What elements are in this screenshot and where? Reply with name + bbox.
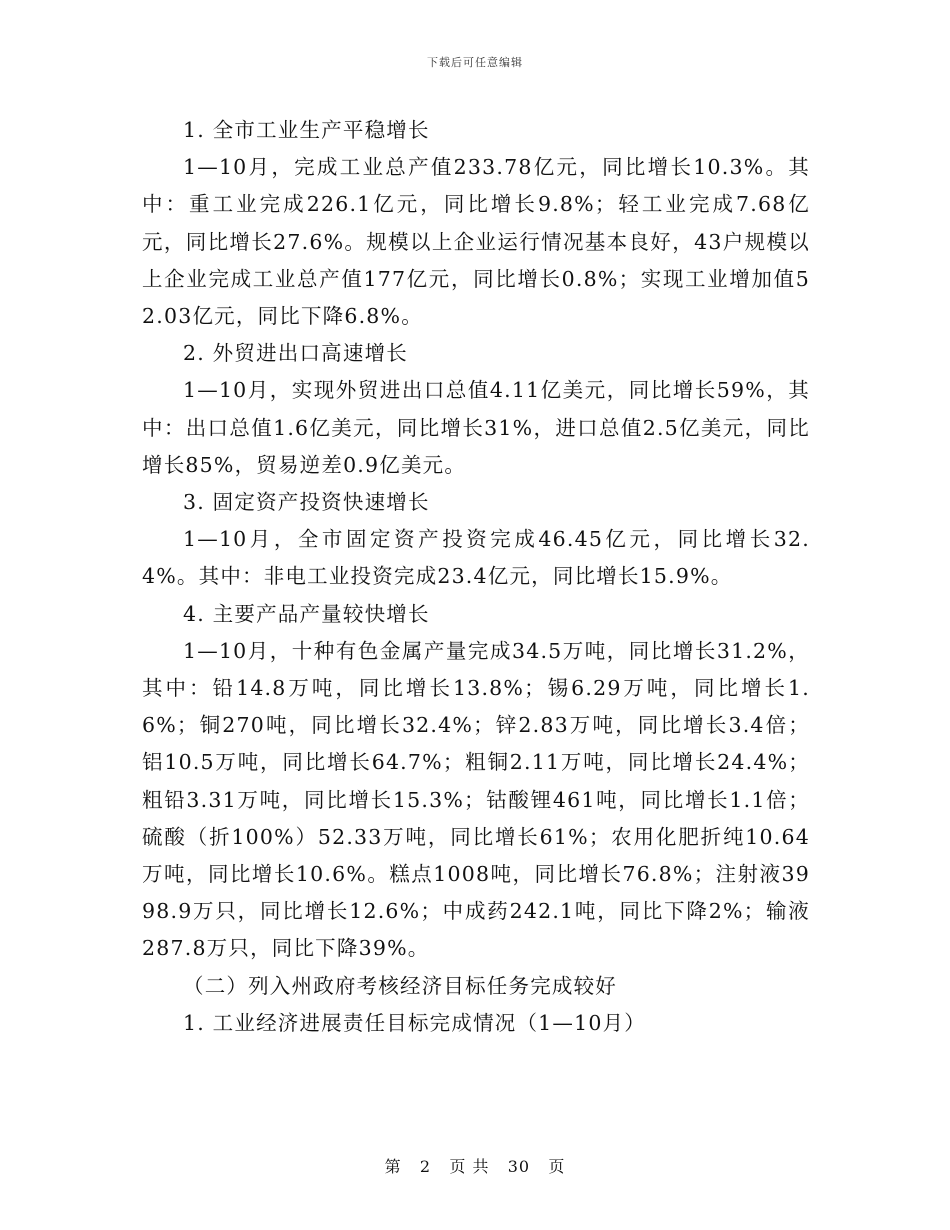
paragraph-products: 1—10月，十种有色金属产量完成34.5万吨，同比增长31.2%，其中：铅14.8万吨，同比增长13.8%；锡6.29万吨，同比增长1.6%；铜270吨，同比增长32.4%；锌2.83万吨，同比增长3.4倍；铝10.5万吨，同比增长64.7%；粗铜2.11万吨，同比增长24.4%；粗铅3.31万吨，同比增长15.3%；钴酸锂461吨，同比增长1.1倍；硫酸（折100%）52.33万吨，同比增长61%；农用化肥折纯10.64万吨，同比增长10.6%。糕点1008吨，同比增长76.8%；注射液3998.9万只，同比增长12.6%；中成药242.1吨，同比下降2%；输液287.8万只，同比下降39%。 bbox=[142, 638, 810, 961]
section-heading-targets: （二）列入州政府考核经济目标任务完成较好 bbox=[183, 973, 617, 998]
section-heading-trade: 2. 外贸进出口高速增长 bbox=[183, 341, 408, 366]
footer-middle: 页 共 bbox=[449, 1157, 490, 1176]
header-note: 下载后可任意编辑 bbox=[427, 56, 523, 69]
footer-total-pages: 30 bbox=[507, 1157, 531, 1176]
paragraph-trade: 1—10月，实现外贸进出口总值4.11亿美元，同比增长59%，其中：出口总值1.6亿美元，同比增长31%，进口总值2.5亿美元，同比增长85%，贸易逆差0.9亿美元。 bbox=[142, 378, 810, 477]
section-heading-products: 4. 主要产品产量较快增长 bbox=[183, 601, 430, 626]
paragraph-industry: 1—10月，完成工业总产值233.78亿元，同比增长10.3%。其中：重工业完成226.1亿元，同比增长9.8%；轻工业完成7.68亿元，同比增长27.6%。规模以上企业运行情况基本良好，43户规模以上企业完成工业总产值177亿元，同比增长0.8%；实现工业增加值52.03亿元，同比下降6.8%。 bbox=[142, 155, 810, 329]
footer-page-number: 2 bbox=[419, 1157, 432, 1176]
footer-suffix: 页 bbox=[548, 1157, 566, 1176]
section-heading-industrial-goals: 1. 工业经济进展责任目标完成情况（1—10月） bbox=[183, 1010, 647, 1035]
document-body bbox=[142, 112, 810, 1042]
paragraph-investment: 1—10月，全市固定资产投资完成46.45亿元，同比增长32.4%。其中：非电工业投资完成23.4亿元，同比增长15.9%。 bbox=[142, 527, 810, 589]
section-heading-investment: 3. 固定资产投资快速增长 bbox=[183, 490, 430, 515]
footer-prefix: 第 bbox=[384, 1157, 402, 1176]
page-footer bbox=[0, 1154, 950, 1177]
section-heading-industry: 1. 全市工业生产平稳增长 bbox=[183, 118, 430, 142]
